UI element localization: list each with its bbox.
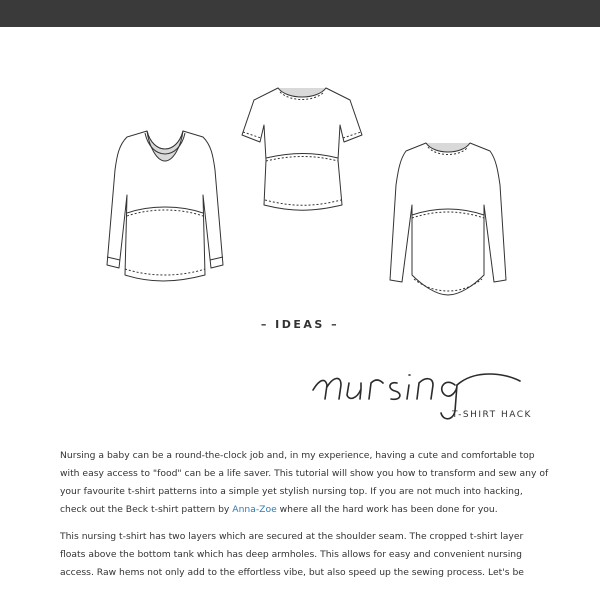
paragraph-1-tail: where all the hard work has been done for you. <box>276 504 498 515</box>
title-subtitle: T-SHIRT HACK <box>452 410 532 420</box>
paragraph-1-text: Nursing a baby can be a round-the-clock job and, in my experience, having a cute and comfortable top with easy access to "food" can be a life saver. This tutorial will show you how to transform and sew any of your favourite t-shirt patterns into a simple yet stylish nursing top. If you are not much into hacking, check out the Beck t-shirt pattern by <box>60 450 549 515</box>
article-body <box>60 447 550 591</box>
section-label: – IDEAS – <box>260 318 340 331</box>
anna-zoe-link[interactable]: Anna-Zoe <box>232 504 277 515</box>
paragraph-1 <box>60 447 550 519</box>
long-sleeve-crew-top-illustration <box>378 135 518 310</box>
paragraph-2: This nursing t-shirt has two layers which are secured at the shoulder seam. The cropped t-shirt layer floats above the bottom tank which has deep armholes. This allows for easy and convenient nursing access. Raw hems not only add to the effortless vibe, but also speed up the sewing process. Let's be <box>60 531 524 578</box>
short-sleeve-crew-top-illustration <box>232 80 372 230</box>
long-sleeve-scoop-top-illustration <box>95 125 235 285</box>
top-bar <box>0 0 600 27</box>
